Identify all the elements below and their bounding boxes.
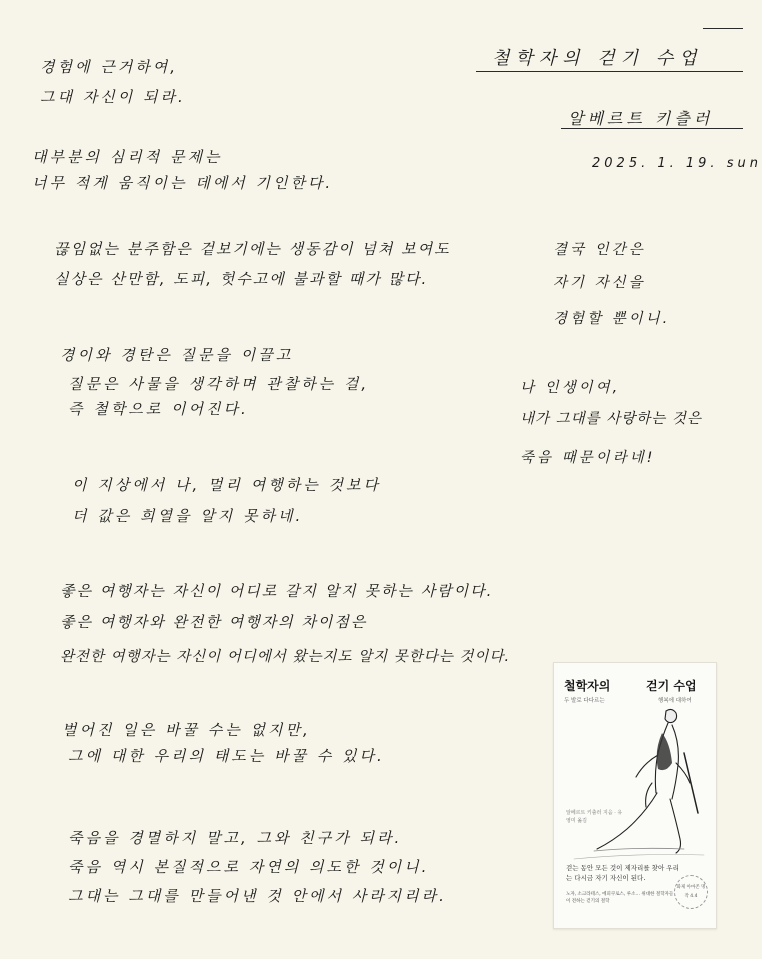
author-name: 알베르트 키츨러 bbox=[568, 109, 714, 128]
book-title-right: 걷기 수업 bbox=[646, 679, 697, 693]
quote-line: 그대 자신이 되라. bbox=[40, 88, 186, 106]
quote-line: 완전한 여행자는 자신이 어디에서 왔는지도 알지 못한다는 것이다. bbox=[60, 649, 511, 665]
book-tagline: 노자, 소크라테스, 에피쿠로스, 루소… 위대한 철학자들이 전하는 걷기의 철학 bbox=[566, 892, 674, 904]
book-author: 알베르트 키츨러 지음 · 유영미 옮김 bbox=[566, 810, 623, 824]
date: 2025. 1. 19. sun bbox=[592, 156, 762, 171]
side-note-line: 결국 인간은 bbox=[553, 242, 646, 258]
quote-line: 너무 적게 움직이는 데에서 기인한다. bbox=[32, 174, 334, 192]
quote-line: 즉 철학으로 이어진다. bbox=[68, 400, 249, 418]
title-underline bbox=[476, 71, 743, 72]
author-underline bbox=[561, 128, 743, 129]
quote-line: 경이와 경탄은 질문을 이끌고 bbox=[60, 346, 294, 364]
quote-line: 벌어진 일은 바꿀 수는 없지만, bbox=[62, 721, 311, 739]
quote-line: 질문은 사물을 생각하며 관찰하는 걸, bbox=[68, 375, 370, 393]
side-note-line: 죽음 때문이라네! bbox=[520, 450, 656, 466]
quote-line: 죽음 역시 본질적으로 자연의 의도한 것이니. bbox=[68, 858, 430, 876]
quote-line: 대부분의 심리적 문제는 bbox=[32, 148, 223, 166]
quote-line: 경험에 근거하여, bbox=[40, 58, 178, 76]
quote-line: 끊임없는 분주함은 겉보기에는 생동감이 넘쳐 보여도 bbox=[54, 240, 451, 258]
side-note-line: 나 인생이여, bbox=[520, 380, 621, 396]
side-note-line: 경험할 뿐이니. bbox=[553, 311, 671, 327]
quote-line: 이 지상에서 나, 멀리 여행하는 것보다 bbox=[72, 476, 381, 494]
quote-line: 그에 대한 우리의 태도는 바꿀 수 있다. bbox=[68, 747, 385, 765]
page-title: 철학자의 걷기 수업 bbox=[492, 48, 703, 69]
quote-line: 그대는 그대를 만들어낸 것 안에서 사라지리라. bbox=[68, 887, 447, 905]
book-cover-image bbox=[553, 662, 717, 929]
quote-line: 좋은 여행자와 완전한 여행자의 차이점은 bbox=[60, 613, 368, 631]
quote-line: 실상은 산만함, 도피, 헛수고에 불과할 때가 많다. bbox=[54, 270, 429, 288]
book-subtitle-left: 두 발로 다다르는 bbox=[564, 698, 605, 704]
quote-line: 좋은 여행자는 자신이 어디로 갈지 알지 못하는 사람이다. bbox=[60, 582, 494, 600]
side-note-line: 내가 그대를 사랑하는 것은 bbox=[520, 411, 702, 427]
header-top-rule bbox=[703, 28, 743, 29]
award-badge: 화제 아마존 명작 4.4 bbox=[674, 875, 708, 909]
quote-line: 죽음을 경멸하지 말고, 그와 친구가 되라. bbox=[68, 829, 403, 847]
quote-line: 더 값은 희열을 알지 못하네. bbox=[72, 507, 304, 525]
book-blurb: 걷는 동안 모든 것이 제자리를 찾아 우리는 다시금 자기 자신이 된다. bbox=[566, 864, 679, 882]
side-note-line: 자기 자신을 bbox=[553, 275, 646, 291]
book-subtitle-right: 행복에 대하여 bbox=[658, 698, 692, 704]
book-title-left: 철학자의 bbox=[564, 679, 611, 693]
